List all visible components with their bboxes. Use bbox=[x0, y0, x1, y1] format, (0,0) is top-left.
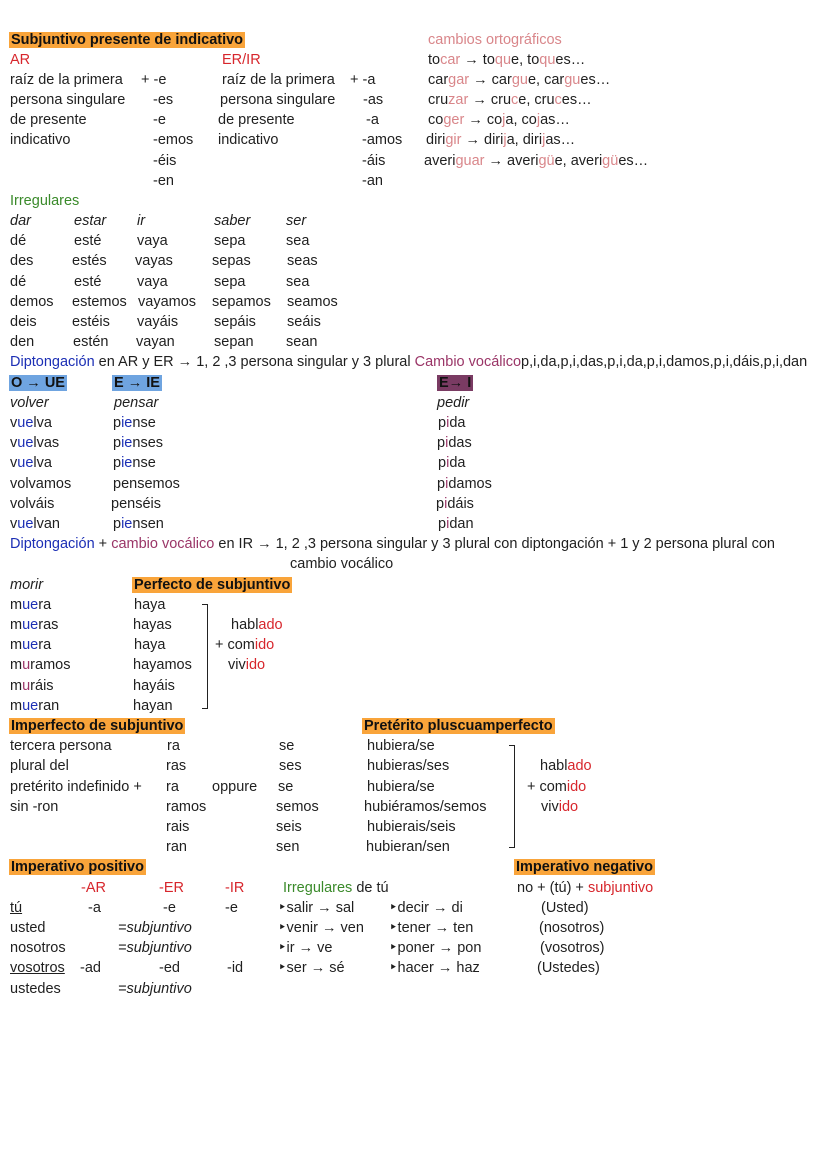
conj-cell: vayáis bbox=[137, 314, 179, 330]
ra-ending: rais bbox=[166, 819, 190, 835]
er-rule-line: de presente bbox=[218, 112, 295, 128]
verb-pensar: pensar bbox=[114, 395, 159, 411]
se-ending: semos bbox=[276, 799, 319, 815]
ar-rule-line: raíz de la primera bbox=[10, 72, 123, 88]
ar-ending: -éis bbox=[153, 153, 177, 169]
morir-form: muera bbox=[10, 637, 52, 653]
conj-cell: sea bbox=[286, 274, 310, 290]
negativo-pronoun: (Ustedes) bbox=[537, 960, 600, 976]
conj-cell: vayan bbox=[136, 334, 175, 350]
volver-form: volvamos bbox=[10, 476, 72, 492]
pensar-form: piense bbox=[113, 455, 156, 471]
er-ending: -áis bbox=[362, 153, 386, 169]
ra-ending: ran bbox=[166, 839, 187, 855]
conj-cell: vaya bbox=[137, 274, 168, 290]
volver-form: vuelvas bbox=[10, 435, 60, 451]
section-title-perfecto: Perfecto de subjuntivo bbox=[134, 577, 291, 593]
hubiera-form: hubiéramos/semos bbox=[364, 799, 487, 815]
conj-cell: vayas bbox=[135, 253, 173, 269]
pensar-form: piensen bbox=[113, 516, 164, 532]
haber-form: hayan bbox=[133, 698, 173, 714]
orto-line: dirigir → dirija, dirijas… bbox=[426, 132, 576, 148]
se-ending: se bbox=[279, 738, 295, 754]
verb-morir: morir bbox=[10, 577, 44, 593]
morir-form: mueras bbox=[10, 617, 59, 633]
conj-cell: demos bbox=[10, 294, 54, 310]
imperfecto-rule-line: tercera persona bbox=[10, 738, 112, 754]
pensar-form: penséis bbox=[111, 496, 161, 512]
haber-form: haya bbox=[134, 637, 166, 653]
conj-cell: estén bbox=[73, 334, 109, 350]
hubiera-form: hubiera/se bbox=[367, 738, 435, 754]
se-ending: ses bbox=[279, 758, 302, 774]
pedir-form: pidamos bbox=[437, 476, 492, 492]
er-rule-line: raíz de la primera bbox=[222, 72, 335, 88]
pronoun-ustedes: ustedes bbox=[10, 981, 61, 997]
irregular-imperative: ‣salir → sal bbox=[278, 900, 355, 916]
er-ending: -amos bbox=[362, 132, 403, 148]
verb-header: saber bbox=[214, 213, 251, 229]
er-ending: -an bbox=[362, 173, 383, 189]
section-title-pluscuamperfecto: Pretérito pluscuamperfecto bbox=[364, 718, 553, 734]
negativo-pronoun: (nosotros) bbox=[539, 920, 605, 936]
irregulares-tu-title: Irregulares de tú bbox=[283, 880, 389, 896]
morir-form: muramos bbox=[10, 657, 71, 673]
bracket-perfecto bbox=[202, 604, 208, 709]
ra-ending: ramos bbox=[166, 799, 207, 815]
ar-column-header: -AR bbox=[81, 880, 106, 896]
pronoun-vosotros: vosotros bbox=[10, 960, 65, 976]
se-ending: seis bbox=[276, 819, 302, 835]
conj-cell: seas bbox=[287, 253, 318, 269]
conj-cell: deis bbox=[10, 314, 37, 330]
section-title-subjuntivo-presente: Subjuntivo presente de indicativo bbox=[11, 32, 244, 48]
irregular-imperative: ‣ser → sé bbox=[278, 960, 345, 976]
ra-ending: ras bbox=[166, 758, 187, 774]
orto-line: cruzar → cruce, cruces… bbox=[428, 92, 592, 108]
ar-ending: -es bbox=[153, 92, 174, 108]
participle-hablado: hablado bbox=[540, 758, 592, 774]
oppure-label: oppure bbox=[212, 779, 258, 795]
hubiera-form: hubieras/ses bbox=[367, 758, 450, 774]
conj-cell: sepas bbox=[212, 253, 251, 269]
conj-cell: sean bbox=[286, 334, 318, 350]
conj-cell: des bbox=[10, 253, 34, 269]
e-i-header: E→ I bbox=[439, 375, 472, 391]
pronoun-tu: tú bbox=[10, 900, 23, 916]
ar-ending: -emos bbox=[153, 132, 194, 148]
conj-cell: estemos bbox=[72, 294, 127, 310]
orto-line: cargar → cargue, cargues… bbox=[428, 72, 611, 88]
erir-label: ER/IR bbox=[222, 52, 261, 68]
ar-rule-line: indicativo bbox=[10, 132, 71, 148]
conj-cell: esté bbox=[74, 274, 102, 290]
volver-form: vuelvan bbox=[10, 516, 60, 532]
haber-form: haya bbox=[134, 597, 166, 613]
conj-cell: estés bbox=[72, 253, 107, 269]
conj-cell: den bbox=[10, 334, 35, 350]
conj-cell: seamos bbox=[287, 294, 338, 310]
conj-cell: sepamos bbox=[212, 294, 271, 310]
hubiera-form: hubierais/seis bbox=[367, 819, 456, 835]
verb-pedir: pedir bbox=[437, 395, 470, 411]
o-ue-header: O → UE bbox=[11, 375, 65, 391]
section-title-imperativo-negativo: Imperativo negativo bbox=[516, 859, 653, 875]
er-column-header: -ER bbox=[159, 880, 184, 896]
ar-rule-line: persona singulare bbox=[10, 92, 126, 108]
orto-line: tocar → toque, toques… bbox=[428, 52, 586, 68]
participle-hablado: hablado bbox=[231, 617, 283, 633]
irregular-imperative: ‣ir → ve bbox=[278, 940, 333, 956]
irregular-imperative: ‣poner → pon bbox=[389, 940, 482, 956]
er-rule-line: indicativo bbox=[218, 132, 279, 148]
er-ending: + -a bbox=[350, 72, 376, 88]
vosotros-er-ending: -ed bbox=[159, 960, 180, 976]
pensar-form: pensemos bbox=[113, 476, 180, 492]
section-title-imperativo-positivo: Imperativo positivo bbox=[11, 859, 144, 875]
pronoun-nosotros: nosotros bbox=[10, 940, 66, 956]
diptongacion-cambio-rule: Diptongación + cambio vocálico en IR → 1, 2 ,3 persona singular y 3 plural con diptongación + 1 y 2 persona plural con bbox=[10, 536, 775, 552]
volver-form: vuelva bbox=[10, 455, 52, 471]
nosotros-rule: =subjuntivo bbox=[118, 940, 192, 956]
participle-vivido: vivido bbox=[228, 657, 266, 673]
orto-line: averiguar → averigüe, averigües… bbox=[424, 153, 649, 169]
ar-ending: -e bbox=[153, 112, 166, 128]
negativo-rule: no + (tú) + subjuntivo bbox=[517, 880, 654, 896]
haber-form: hayas bbox=[133, 617, 172, 633]
er-ending: -as bbox=[363, 92, 384, 108]
er-rule-line: persona singulare bbox=[220, 92, 336, 108]
haber-form: hayáis bbox=[133, 678, 175, 694]
ar-ending: -en bbox=[153, 173, 174, 189]
ra-ending: ra bbox=[167, 738, 180, 754]
pensar-form: pienses bbox=[113, 435, 164, 451]
ar-label: AR bbox=[10, 52, 31, 68]
bracket-pluscuamperfecto bbox=[509, 745, 515, 848]
participle-comido: + comido bbox=[215, 637, 275, 653]
participle-vivido: vivido bbox=[541, 799, 579, 815]
tu-er-ending: -e bbox=[163, 900, 176, 916]
er-ending: -a bbox=[366, 112, 379, 128]
pedir-form: pida bbox=[438, 415, 466, 431]
conj-cell: vayamos bbox=[138, 294, 197, 310]
hubiera-form: hubieran/sen bbox=[366, 839, 450, 855]
orto-title: cambios ortográficos bbox=[428, 32, 562, 48]
irregular-imperative: ‣venir → ven bbox=[278, 920, 364, 936]
verb-header: ir bbox=[137, 213, 146, 229]
conj-cell: sepa bbox=[214, 233, 246, 249]
morir-form: muráis bbox=[10, 678, 54, 694]
tu-ar-ending: -a bbox=[88, 900, 101, 916]
imperfecto-rule-line: sin -ron bbox=[10, 799, 59, 815]
diptongacion-rule: Diptongación en AR y ER → 1, 2 ,3 persona singular y 3 plural Cambio vocálicop,i,da,p,i,das,p,i,da,p,i,damos,p,i,dáis,p,i,dan bbox=[10, 354, 808, 370]
ir-column-header: -IR bbox=[225, 880, 245, 896]
morir-form: mueran bbox=[10, 698, 60, 714]
haber-form: hayamos bbox=[133, 657, 192, 673]
verb-header: ser bbox=[286, 213, 307, 229]
tu-ir-ending: -e bbox=[225, 900, 238, 916]
conj-cell: vaya bbox=[137, 233, 168, 249]
usted-rule: =subjuntivo bbox=[118, 920, 192, 936]
hubiera-form: hubiera/se bbox=[367, 779, 435, 795]
conj-cell: esté bbox=[74, 233, 102, 249]
pedir-form: pidan bbox=[438, 516, 474, 532]
irregulares-title: Irregulares bbox=[10, 193, 80, 209]
volver-form: vuelva bbox=[10, 415, 52, 431]
conj-cell: sepáis bbox=[214, 314, 256, 330]
morir-form: muera bbox=[10, 597, 52, 613]
pensar-form: piense bbox=[113, 415, 156, 431]
e-ie-header: E → IE bbox=[114, 375, 160, 391]
negativo-pronoun: (Usted) bbox=[541, 900, 589, 916]
participle-comido: + comido bbox=[527, 779, 587, 795]
conj-cell: estéis bbox=[72, 314, 110, 330]
ustedes-rule: =subjuntivo bbox=[118, 981, 192, 997]
conj-cell: sea bbox=[286, 233, 310, 249]
ar-ending: + -e bbox=[141, 72, 167, 88]
conj-cell: dé bbox=[10, 233, 27, 249]
conj-cell: dé bbox=[10, 274, 27, 290]
pedir-form: pidas bbox=[437, 435, 472, 451]
verb-volver: volver bbox=[10, 395, 49, 411]
vosotros-ir-ending: -id bbox=[227, 960, 244, 976]
imperfecto-rule-line: plural del bbox=[10, 758, 69, 774]
pedir-form: pida bbox=[438, 455, 466, 471]
conj-cell: sepa bbox=[214, 274, 246, 290]
irregular-imperative: ‣tener → ten bbox=[389, 920, 474, 936]
pronoun-usted: usted bbox=[10, 920, 46, 936]
verb-header: estar bbox=[74, 213, 107, 229]
imperfecto-rule-line: pretérito indefinido + bbox=[10, 779, 142, 795]
se-ending: se bbox=[278, 779, 294, 795]
conj-cell: sepan bbox=[214, 334, 254, 350]
irregular-imperative: ‣hacer → haz bbox=[389, 960, 480, 976]
ra-ending: ra bbox=[166, 779, 179, 795]
pedir-form: pidáis bbox=[436, 496, 474, 512]
conj-cell: seáis bbox=[287, 314, 321, 330]
diptongacion-cambio-rule-cont: cambio vocálico bbox=[290, 556, 394, 572]
section-title-imperfecto: Imperfecto de subjuntivo bbox=[11, 718, 184, 734]
se-ending: sen bbox=[276, 839, 300, 855]
volver-form: volváis bbox=[10, 496, 55, 512]
ar-rule-line: de presente bbox=[10, 112, 87, 128]
negativo-pronoun: (vosotros) bbox=[540, 940, 605, 956]
vosotros-ar-ending: -ad bbox=[80, 960, 101, 976]
orto-line: coger → coja, cojas… bbox=[428, 112, 570, 128]
irregular-imperative: ‣decir → di bbox=[389, 900, 463, 916]
verb-header: dar bbox=[10, 213, 31, 229]
